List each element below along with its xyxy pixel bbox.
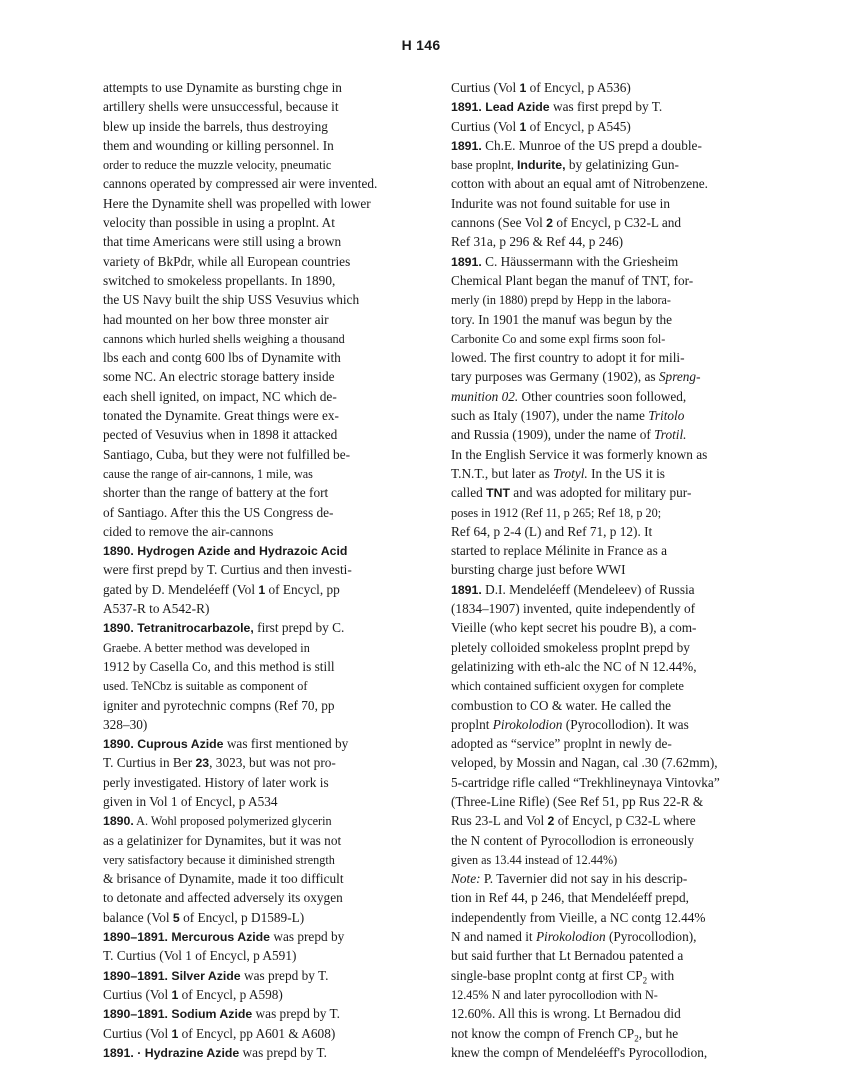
text-line: [103, 367, 413, 386]
text-line: [103, 174, 413, 193]
text-segment: were first prepd by T. Curtius and then investi-: [103, 562, 352, 578]
text-segment: 1: [171, 1026, 179, 1041]
text-segment: 1890. Tetranitrocarbazole,: [103, 621, 254, 636]
text-segment: Pirokolodion: [535, 929, 606, 945]
text-line: [451, 1043, 773, 1062]
text-segment: 1891.: [451, 254, 482, 269]
text-segment: T. Curtius in Ber: [103, 755, 196, 771]
text-segment: balance (Vol: [103, 909, 173, 925]
text-segment: not know the compn of French CP: [451, 1025, 635, 1041]
text-segment: cotton with about an equal amt of Nitrobenzene.: [451, 176, 708, 192]
text-line: [103, 869, 413, 888]
text-line: [103, 638, 413, 657]
text-line: [103, 213, 413, 232]
text-segment: 1891.: [451, 138, 482, 153]
text-segment: 2: [642, 975, 648, 985]
text-segment: pected of Vesuvius when in 1898 it attacked: [103, 427, 338, 443]
text-line: [451, 696, 773, 715]
text-line: [451, 310, 773, 329]
text-line: [451, 329, 773, 348]
text-segment: gelatinizing with eth-alc the NC of N 12.44%,: [451, 658, 697, 674]
text-line: [103, 792, 413, 811]
text-segment: Other countries soon followed,: [518, 388, 687, 404]
text-line: [451, 117, 773, 136]
text-line: [103, 387, 413, 406]
text-segment: 1891. Lead Azide: [451, 100, 550, 115]
text-segment: 12.45% N and later pyrocollodion with N-: [451, 987, 658, 1002]
text-segment: 1890–1891. Silver Azide: [103, 968, 241, 983]
text-segment: (Three-Line Rifle) (See Ref 51, pp Rus 22-R &: [451, 793, 704, 809]
text-segment: of Encycl, p C32-L and: [553, 215, 682, 231]
text-segment: that time Americans were still using a brown: [103, 234, 342, 250]
text-segment: cided to remove the air-cannons: [103, 523, 274, 539]
text-segment: single-base proplnt contg at first CP: [451, 967, 643, 983]
text-segment: of Encycl, p C32-L where: [554, 813, 696, 829]
text-line: [451, 445, 773, 464]
text-line: [451, 560, 773, 579]
text-segment: was prepd by T.: [240, 967, 329, 983]
text-line: [103, 927, 413, 946]
text-segment: T.N.T., but later as: [451, 465, 554, 481]
text-line: [451, 174, 773, 193]
text-segment: tion in Ref 44, p 246, that Mendeléeff prepd,: [451, 890, 689, 906]
text-segment: and Russia (1909), under the name of: [451, 427, 655, 443]
text-line: [103, 271, 413, 290]
text-line: [103, 1043, 413, 1062]
text-line: [451, 252, 773, 271]
text-segment: gated by D. Mendeléeff (Vol: [103, 581, 259, 597]
text-line: [451, 464, 773, 483]
text-line: [103, 503, 413, 522]
text-line: [451, 522, 773, 541]
text-segment: 1891. · Hydrazine Azide: [103, 1045, 240, 1060]
text-line: [451, 136, 773, 155]
text-segment: 1: [519, 81, 527, 95]
text-line: [451, 1024, 773, 1043]
text-line: [103, 194, 413, 213]
text-segment: independently from Vieille, a NC contg 12.44%: [451, 909, 706, 925]
text-segment: 5: [172, 910, 180, 925]
text-segment: of Encycl, pp A601 & A608): [178, 1025, 336, 1041]
text-segment: proplnt: [451, 716, 493, 732]
text-segment: lbs each and contg 600 lbs of Dynamite with: [103, 350, 341, 366]
text-segment: lowed. The first country to adopt it for mili-: [451, 350, 685, 366]
text-segment: (Pyrocollodion),: [605, 929, 697, 945]
text-segment: the N content of Pyrocollodion is erroneously: [451, 832, 694, 848]
text-segment: , but he: [638, 1025, 679, 1041]
text-line: [103, 715, 413, 734]
text-line: [103, 618, 413, 637]
text-segment: D.I. Mendeléeff (Mendeleev) of Russia: [481, 581, 695, 597]
text-line: [451, 213, 773, 232]
text-segment: Curtius (Vol: [451, 80, 520, 95]
text-line: [103, 811, 413, 830]
text-line: [451, 232, 773, 251]
text-line: [103, 252, 413, 271]
text-segment: but said further that Lt Bernadou patented a: [451, 948, 684, 964]
text-line: [103, 329, 413, 348]
text-segment: 1890–1891. Mercurous Azide: [103, 930, 271, 945]
text-segment: of Encycl, p D1589-L): [179, 909, 305, 925]
text-line: [451, 850, 773, 869]
text-line: [451, 734, 773, 753]
text-segment: 1912 by Casella Co, and this method is still: [103, 658, 335, 674]
text-line: [103, 522, 413, 541]
text-segment: 5-cartridge rifle called “Trekhlineynaya Vintovka”: [451, 774, 720, 790]
text-segment: & brisance of Dynamite, made it too difficult: [103, 871, 344, 887]
text-line: [451, 715, 773, 734]
text-segment: and was adopted for military pur-: [509, 485, 692, 501]
text-segment: (1834–1907) invented, quite independently of: [451, 601, 696, 617]
text-line: [451, 908, 773, 927]
text-line: [451, 78, 773, 97]
text-line: [451, 387, 773, 406]
text-line: [103, 580, 413, 599]
text-line: [451, 541, 773, 560]
text-line: [103, 117, 413, 136]
text-segment: 1: [258, 582, 266, 597]
text-segment: Vieille (who kept secret his poudre B), a com-: [451, 620, 697, 636]
text-line: [451, 503, 773, 522]
text-segment: Trotil.: [654, 427, 687, 443]
text-segment: In the US it is: [587, 465, 665, 481]
text-segment: munition 02.: [451, 388, 519, 404]
text-segment: given in Vol 1 of Encycl, p A534: [103, 793, 278, 809]
text-line: [451, 599, 773, 618]
text-segment: igniter and pyrotechnic compns (Ref 70, pp: [103, 697, 335, 713]
text-segment: poses in 1912 (Ref 11, p 265; Ref 18, p 20;: [451, 505, 662, 520]
text-line: [103, 908, 413, 927]
text-line: [451, 966, 773, 985]
text-segment: order to reduce the muzzle velocity, pneumatic: [103, 158, 332, 173]
text-line: [103, 310, 413, 329]
text-line: [451, 271, 773, 290]
text-segment: 1: [519, 119, 527, 134]
text-line: [103, 445, 413, 464]
text-segment: by gelatinizing Gun-: [565, 157, 679, 173]
text-segment: was first prepd by T.: [549, 99, 663, 115]
text-segment: Ref 64, p 2-4 (L) and Ref 71, p 12). It: [451, 523, 653, 539]
text-line: [103, 676, 413, 695]
text-segment: 1890. Cuprous Azide: [103, 737, 224, 752]
text-segment: had mounted on her bow three monster air: [103, 311, 329, 327]
text-segment: called: [451, 485, 487, 501]
text-segment: artillery shells were unsuccessful, because it: [103, 99, 339, 115]
text-line: [451, 638, 773, 657]
text-segment: which contained sufficient oxygen for complete: [451, 679, 684, 694]
text-segment: as a gelatinizer for Dynamites, but it was not: [103, 832, 342, 848]
text-segment: Pirokolodion: [492, 716, 563, 732]
text-line: [103, 425, 413, 444]
text-line: [103, 464, 413, 483]
text-line: [103, 541, 413, 560]
text-segment: 23: [195, 756, 210, 771]
text-line: [451, 753, 773, 772]
text-segment: N and named it: [451, 929, 536, 945]
right-column: [451, 78, 773, 1062]
text-line: [103, 1004, 413, 1023]
text-line: [103, 657, 413, 676]
text-line: [103, 966, 413, 985]
text-segment: used. TeNCbz is suitable as component of: [103, 679, 308, 694]
text-segment: 1890. Hydrogen Azide and Hydrazoic Acid: [103, 544, 348, 559]
text-line: [103, 773, 413, 792]
text-segment: bursting charge just before WWI: [451, 562, 626, 578]
text-segment: given as 13.44 instead of 12.44%): [451, 852, 618, 867]
text-line: [103, 348, 413, 367]
text-segment: started to replace Mélinite in France as a: [451, 543, 667, 559]
text-line: [451, 792, 773, 811]
text-segment: Curtius (Vol: [103, 986, 172, 1002]
text-line: [451, 888, 773, 907]
text-line: [451, 483, 773, 502]
text-line: [451, 425, 773, 444]
text-segment: was prepd by T.: [252, 1006, 341, 1022]
text-segment: Rus 23-L and Vol: [451, 813, 548, 829]
text-segment: attempts to use Dynamite as bursting chge in: [103, 80, 342, 95]
text-segment: very satisfactory because it diminished strength: [103, 852, 335, 867]
text-segment: Graebe. A better method was developed in: [103, 640, 310, 655]
text-line: [103, 78, 413, 97]
text-segment: Spreng-: [658, 369, 701, 385]
text-line: [103, 136, 413, 155]
text-segment: 1890.: [103, 814, 134, 829]
text-segment: variety of BkPdr, while all European countries: [103, 253, 351, 269]
text-segment: base proplnt,: [451, 158, 518, 173]
text-segment: 1891.: [451, 582, 482, 597]
text-segment: Santiago, Cuba, but they were not fulfilled be-: [103, 446, 351, 462]
text-segment: Note:: [451, 871, 481, 887]
text-segment: (Pyrocollodion). It was: [562, 716, 689, 732]
text-line: [103, 483, 413, 502]
text-segment: 328–30): [103, 716, 148, 732]
text-segment: merly (in 1880) prepd by Hepp in the labora-: [451, 293, 671, 308]
text-segment: was first mentioned by: [223, 736, 349, 752]
text-segment: 2: [634, 1033, 639, 1043]
text-line: [103, 831, 413, 850]
text-line: [451, 367, 773, 386]
text-line: [451, 985, 773, 1004]
text-segment: 1: [171, 987, 179, 1002]
text-line: [103, 734, 413, 753]
text-line: [451, 927, 773, 946]
text-segment: tonated the Dynamite. Great things were ex-: [103, 408, 339, 424]
text-line: [451, 406, 773, 425]
text-segment: knew the compn of Mendeléeff's Pyrocollodion,: [451, 1044, 708, 1060]
text-segment: such as Italy (1907), under the name: [451, 408, 649, 424]
text-segment: velocity than possible in using a proplnt. At: [103, 215, 335, 231]
text-segment: TNT: [486, 486, 510, 501]
text-segment: Trotyl.: [553, 465, 588, 481]
text-line: [451, 580, 773, 599]
text-segment: adopted as “service” proplnt in newly de-: [451, 736, 672, 752]
text-segment: with: [647, 967, 675, 983]
text-segment: C. Häussermann with the Griesheim: [481, 253, 679, 269]
text-segment: 2: [546, 216, 554, 231]
text-segment: Ref 31a, p 296 & Ref 44, p 246): [451, 234, 624, 250]
text-segment: them and wounding or killing personnel. In: [103, 137, 334, 153]
text-line: [103, 97, 413, 116]
text-line: [451, 869, 773, 888]
text-segment: Ch.E. Munroe of the US prepd a double-: [481, 137, 702, 153]
text-line: [103, 888, 413, 907]
text-segment: the US Navy built the ship USS Vesuvius which: [103, 292, 360, 308]
text-segment: switched to smokeless propellants. In 1890,: [103, 272, 336, 288]
text-segment: Indurite was not found suitable for use in: [451, 195, 670, 211]
text-segment: of Encycl, p A598): [178, 986, 283, 1002]
text-line: [103, 155, 413, 174]
text-line: [103, 290, 413, 309]
text-segment: In the English Service it was formerly known as: [451, 446, 708, 462]
text-segment: cannons operated by compressed air were invented.: [103, 176, 378, 192]
text-line: [103, 599, 413, 618]
text-segment: of Encycl, p A545): [526, 118, 631, 134]
text-segment: tory. In 1901 the manuf was begun by the: [451, 311, 673, 327]
text-segment: 2: [547, 814, 555, 829]
text-segment: 12.60%. All this is wrong. Lt Bernadou did: [451, 1006, 681, 1022]
text-segment: of Santiago. After this the US Congress de-: [103, 504, 334, 520]
text-segment: Curtius (Vol: [103, 1025, 172, 1041]
text-segment: cannons (See Vol: [451, 215, 547, 231]
text-segment: Here the Dynamite shell was propelled with lower: [103, 195, 371, 211]
text-line: [451, 773, 773, 792]
text-segment: cannons which hurled shells weighing a thousand: [103, 331, 345, 346]
text-line: [451, 97, 773, 116]
text-segment: was prepd by T.: [239, 1044, 328, 1060]
left-column: [103, 78, 413, 1062]
text-line: [451, 348, 773, 367]
text-segment: A537-R to A542-R): [103, 601, 210, 617]
text-segment: some NC. An electric storage battery inside: [103, 369, 335, 385]
text-line: [451, 618, 773, 637]
text-line: [451, 657, 773, 676]
text-line: [103, 406, 413, 425]
text-segment: of Encycl, pp: [265, 581, 340, 597]
text-segment: of Encycl, p A536): [526, 80, 631, 95]
text-line: [451, 946, 773, 965]
text-segment: shorter than the range of battery at the fort: [103, 485, 329, 501]
text-segment: pletely colloided smokeless proplnt prepd by: [451, 639, 690, 655]
text-line: [103, 753, 413, 772]
text-segment: Tritolo: [648, 408, 685, 424]
text-line: [451, 290, 773, 309]
text-line: [103, 696, 413, 715]
text-segment: Chemical Plant began the manuf of TNT, for-: [451, 272, 694, 288]
text-segment: P. Tavernier did not say in his descrip-: [480, 871, 688, 887]
text-segment: 1890–1891. Sodium Azide: [103, 1007, 253, 1022]
text-line: [103, 1024, 413, 1043]
text-line: [451, 676, 773, 695]
text-line: [103, 850, 413, 869]
text-line: [451, 194, 773, 213]
text-segment: perly investigated. History of later work is: [103, 774, 329, 790]
text-line: [451, 831, 773, 850]
text-line: [103, 946, 413, 965]
text-segment: was prepd by: [270, 929, 345, 945]
text-segment: Indurite,: [517, 158, 566, 173]
text-segment: Carbonite Co and some expl firms soon fol-: [451, 331, 666, 346]
text-segment: to detonate and affected adversely its oxygen: [103, 890, 343, 906]
text-segment: veloped, by Mossin and Nagan, cal .30 (7.62mm),: [451, 755, 718, 771]
text-line: [451, 811, 773, 830]
text-segment: blew up inside the barrels, thus destroying: [103, 118, 328, 134]
text-segment: first prepd by C.: [253, 620, 345, 636]
text-segment: combustion to CO & water. He called the: [451, 697, 672, 713]
text-segment: tary purposes was Germany (1902), as: [451, 369, 659, 385]
text-segment: T. Curtius (Vol 1 of Encycl, p A591): [103, 948, 297, 964]
text-segment: cause the range of air-cannons, 1 mile, was: [103, 466, 313, 481]
page-header: H 146: [401, 37, 441, 53]
text-segment: each shell ignited, on impact, NC which de-: [103, 388, 337, 404]
text-line: [451, 1004, 773, 1023]
text-segment: , 3023, but was not pro-: [209, 755, 336, 771]
text-line: [103, 232, 413, 251]
text-segment: A. Wohl proposed polymerized glycerin: [133, 814, 332, 829]
text-line: [103, 985, 413, 1004]
text-line: [451, 155, 773, 174]
text-segment: Curtius (Vol: [451, 118, 520, 134]
text-line: [103, 560, 413, 579]
